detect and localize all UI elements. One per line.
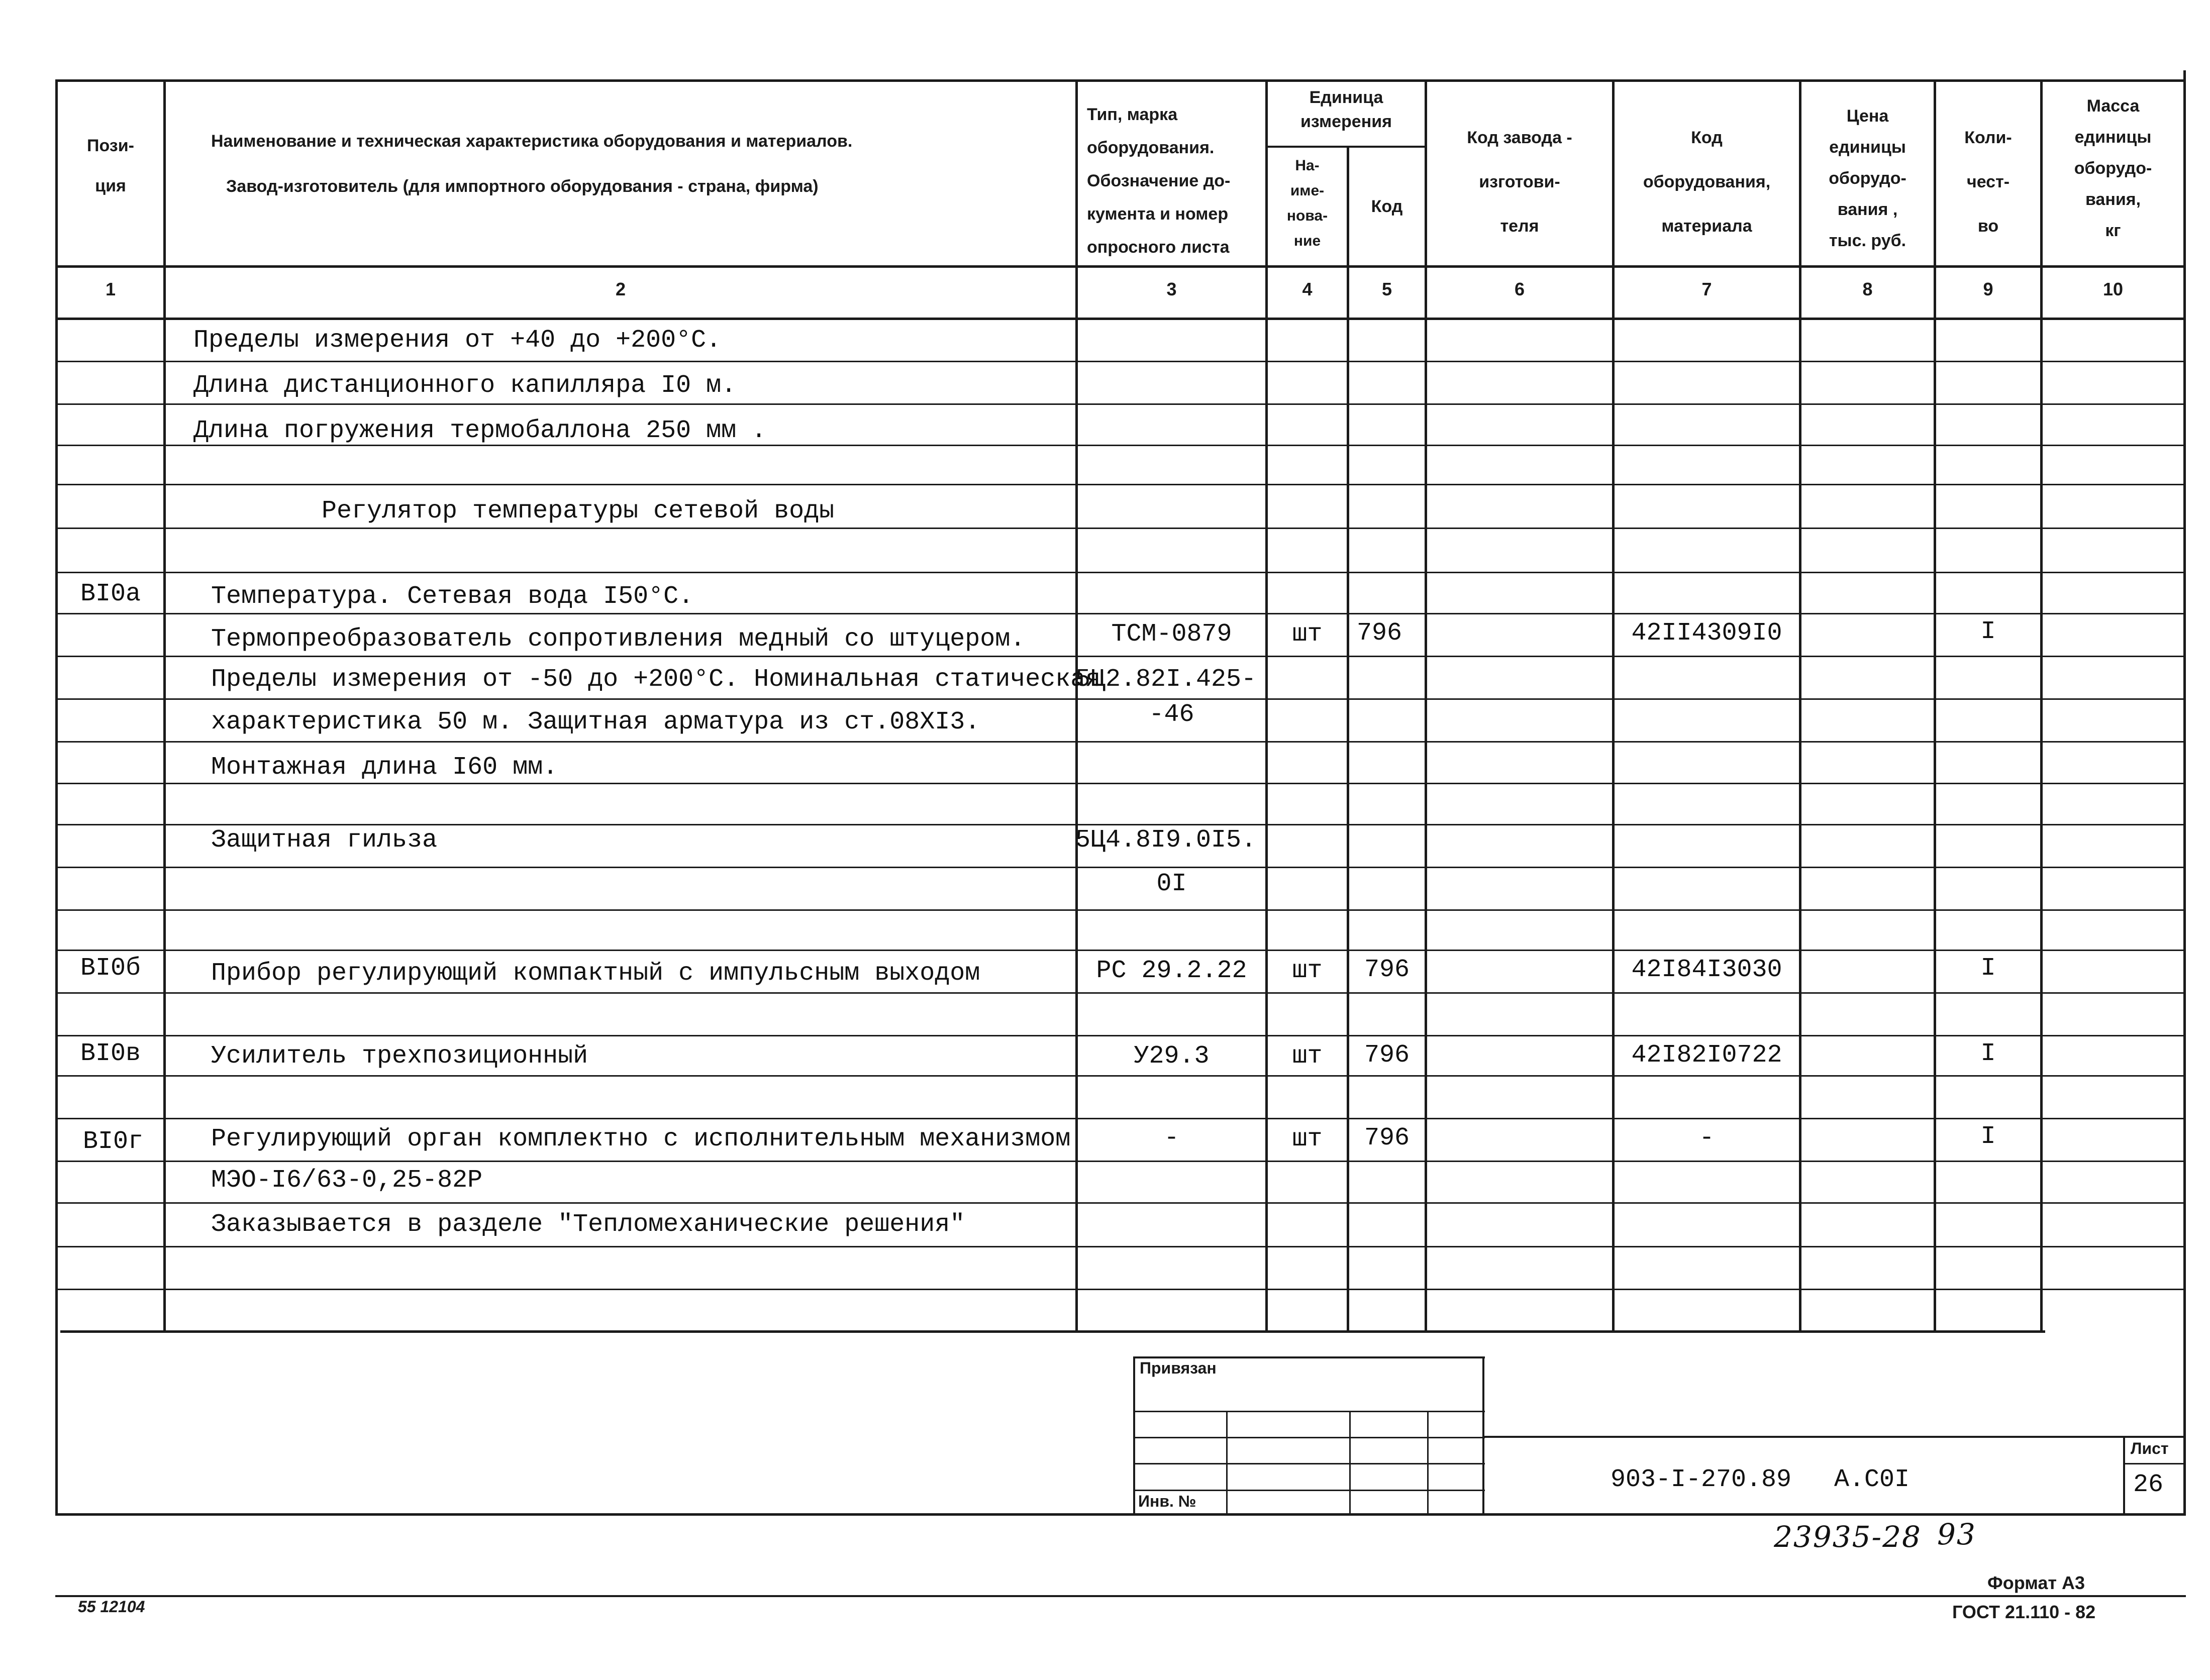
row-position: BI0а <box>80 580 141 608</box>
row-line <box>58 867 2186 868</box>
body-bottom-line <box>60 1330 2045 1333</box>
stamp-box-line <box>1133 1437 1485 1438</box>
row-line <box>58 572 2186 573</box>
col-line-1 <box>163 79 166 1333</box>
stamp-linked-label: Привязан <box>1140 1359 1217 1377</box>
handwritten-number: 23935-28 <box>1774 1520 1922 1554</box>
row-description: Термопреобразователь сопротивления медный со штуцером. <box>211 625 1026 654</box>
stamp-box-line <box>1133 1463 1485 1464</box>
sheet-label: Лист <box>2131 1439 2169 1457</box>
stamp-box-vline <box>1427 1411 1429 1515</box>
row-line <box>58 1161 2186 1162</box>
row-unit-code: 796 <box>1364 1124 1410 1152</box>
row-line <box>58 361 2186 362</box>
column-number: 2 <box>615 279 626 299</box>
row-type: - <box>1164 1124 1179 1152</box>
header-unit-name: На- име- нова- ние <box>1286 157 1328 249</box>
row-type: -46 <box>1149 700 1194 729</box>
stamp-sheet-mid <box>2123 1463 2186 1464</box>
header-equipment-code: Код оборудования, материала <box>1643 128 1771 236</box>
row-description: Длина дистанционного капилляра I0 м. <box>193 371 737 400</box>
header-unit-code: Код <box>1371 197 1403 216</box>
row-line <box>58 1118 2186 1119</box>
row-description: Защитная гильза <box>211 826 438 855</box>
stamp-box-line <box>1133 1490 1485 1491</box>
row-description: Пределы измерения от -50 до +200°С. Номинальная статическая <box>211 665 1101 694</box>
row-description: Пределы измерения от +40 до +200°С. <box>193 326 722 355</box>
row-line <box>58 484 2186 485</box>
header-price: Цена единицы оборудо- вания , тыс. руб. <box>1829 107 1906 250</box>
row-description: Длина погружения термобаллона 250 мм . <box>193 416 767 445</box>
document-suffix: А.С0I <box>1834 1465 1910 1494</box>
row-line <box>58 783 2186 784</box>
unit-subheader-line <box>1265 146 1426 148</box>
frame-right-line <box>2183 70 2186 1515</box>
row-description: Заказывается в разделе "Тепломеханические решения" <box>211 1210 965 1239</box>
stamp-box-top <box>1133 1356 1485 1358</box>
row-line <box>58 741 2186 743</box>
frame-top-line <box>55 79 2186 82</box>
row-line <box>58 824 2186 825</box>
row-line <box>58 613 2186 614</box>
stamp-doc-top <box>1482 1436 2186 1438</box>
row-line <box>58 1075 2186 1077</box>
row-type: 5Ц2.82I.425- <box>1075 665 1257 694</box>
row-description: Температура. Сетевая вода I50°С. <box>211 582 694 611</box>
col-line-9 <box>2040 79 2043 1333</box>
row-line <box>58 698 2186 700</box>
row-quantity: I <box>1980 617 1996 646</box>
header-name-line1: Наименование и техническая характеристика оборудования и материалов. <box>211 132 853 151</box>
row-type: 0I <box>1156 870 1187 898</box>
row-unit: шт <box>1292 1042 1323 1071</box>
header-maker-code: Код завода - изготови- теля <box>1467 128 1572 236</box>
stamp-box-left <box>1133 1356 1135 1515</box>
row-position: BI0г <box>83 1127 144 1156</box>
stamp-sheet-left <box>2123 1436 2125 1515</box>
row-line <box>58 403 2186 405</box>
header-mass: Масса единицы оборудо- вания, кг <box>2074 96 2152 240</box>
row-quantity: I <box>1980 1039 1996 1068</box>
col-line-7 <box>1799 79 1801 1333</box>
row-line <box>58 528 2186 529</box>
header-quantity: Коли- чест- во <box>1964 128 2012 236</box>
row-unit-code: 796 <box>1364 1041 1410 1070</box>
document-code: 903-I-270.89 <box>1611 1465 1792 1494</box>
column-number: 6 <box>1514 279 1525 299</box>
row-position: BI0в <box>80 1039 141 1068</box>
row-quantity: I <box>1980 954 1996 983</box>
footer-line <box>55 1595 2186 1597</box>
row-line <box>58 992 2186 994</box>
row-description: Усилитель трехпозиционный <box>211 1042 588 1071</box>
column-number: 3 <box>1166 279 1177 299</box>
print-code: 55 12104 <box>78 1598 145 1616</box>
row-line <box>58 950 2186 951</box>
row-line <box>58 909 2186 911</box>
stamp-box-vline <box>1349 1411 1351 1515</box>
sheet-number: 26 <box>2133 1471 2164 1499</box>
row-description: характеристика 50 м. Защитная арматура из ст.08XI3. <box>211 708 980 737</box>
row-unit: шт <box>1292 957 1323 985</box>
row-unit-code: 796 <box>1364 956 1410 984</box>
section-title: Регулятор температуры сетевой воды <box>322 497 835 526</box>
row-description: Монтажная длина I60 мм. <box>211 753 558 782</box>
row-description: Прибор регулирующий компактный с импульсным выходом <box>211 959 980 988</box>
col-line-4 <box>1347 146 1349 1333</box>
row-line <box>58 656 2186 657</box>
stamp-box-line <box>1133 1411 1485 1412</box>
row-quantity: I <box>1980 1122 1996 1151</box>
header-type: Тип, марка оборудования. Обозначение до- кумента и номер опросного листа <box>1087 105 1231 257</box>
gost-label: ГОСТ 21.110 - 82 <box>1952 1602 2096 1622</box>
colnum-bottom-line <box>55 318 2186 320</box>
row-line <box>58 1202 2186 1204</box>
header-name-line2: Завод-изготовитель (для импортного оборудования - страна, фирма) <box>226 177 819 196</box>
format-label: Формат А3 <box>1987 1572 2085 1593</box>
row-line <box>58 1246 2186 1247</box>
row-unit-code: 796 <box>1356 619 1402 648</box>
row-position: BI0б <box>80 954 141 983</box>
row-unit: шт <box>1292 1125 1323 1153</box>
row-unit: шт <box>1292 620 1323 649</box>
row-material-code: 42I82I0722 <box>1631 1041 1782 1070</box>
column-number: 4 <box>1302 279 1313 299</box>
handwritten-number-2: 93 <box>1937 1517 1976 1551</box>
row-material-code: 42I84I3030 <box>1631 956 1782 984</box>
column-number: 9 <box>1983 279 1993 299</box>
row-material-code: - <box>1699 1124 1715 1152</box>
row-line <box>58 1035 2186 1036</box>
col-line-5 <box>1425 79 1427 1333</box>
row-type: ТСМ-0879 <box>1111 620 1232 649</box>
row-line <box>58 1289 2186 1290</box>
row-description: МЭО-I6/63-0,25-82Р <box>211 1166 483 1195</box>
row-material-code: 42II4309I0 <box>1631 619 1782 648</box>
header-position: Пози- ция <box>87 136 134 195</box>
row-type: У29.3 <box>1134 1042 1210 1071</box>
column-number: 10 <box>2102 279 2124 299</box>
column-number: 8 <box>1862 279 1873 299</box>
column-number: 7 <box>1701 279 1712 299</box>
column-number: 5 <box>1381 279 1392 299</box>
column-number: 1 <box>105 279 116 299</box>
row-type: РС 29.2.22 <box>1096 957 1247 985</box>
stamp-bottom <box>55 1513 2186 1516</box>
stamp-inventory-label: Инв. № <box>1138 1492 1196 1510</box>
header-bottom-line <box>55 265 2186 268</box>
row-description: Регулирующий орган комплектно с исполнительным механизмом <box>211 1125 1071 1153</box>
header-unit-group: Единица измерения <box>1300 88 1392 131</box>
stamp-box-vline <box>1226 1411 1228 1515</box>
row-type: 5Ц4.8I9.0I5. <box>1075 826 1257 855</box>
